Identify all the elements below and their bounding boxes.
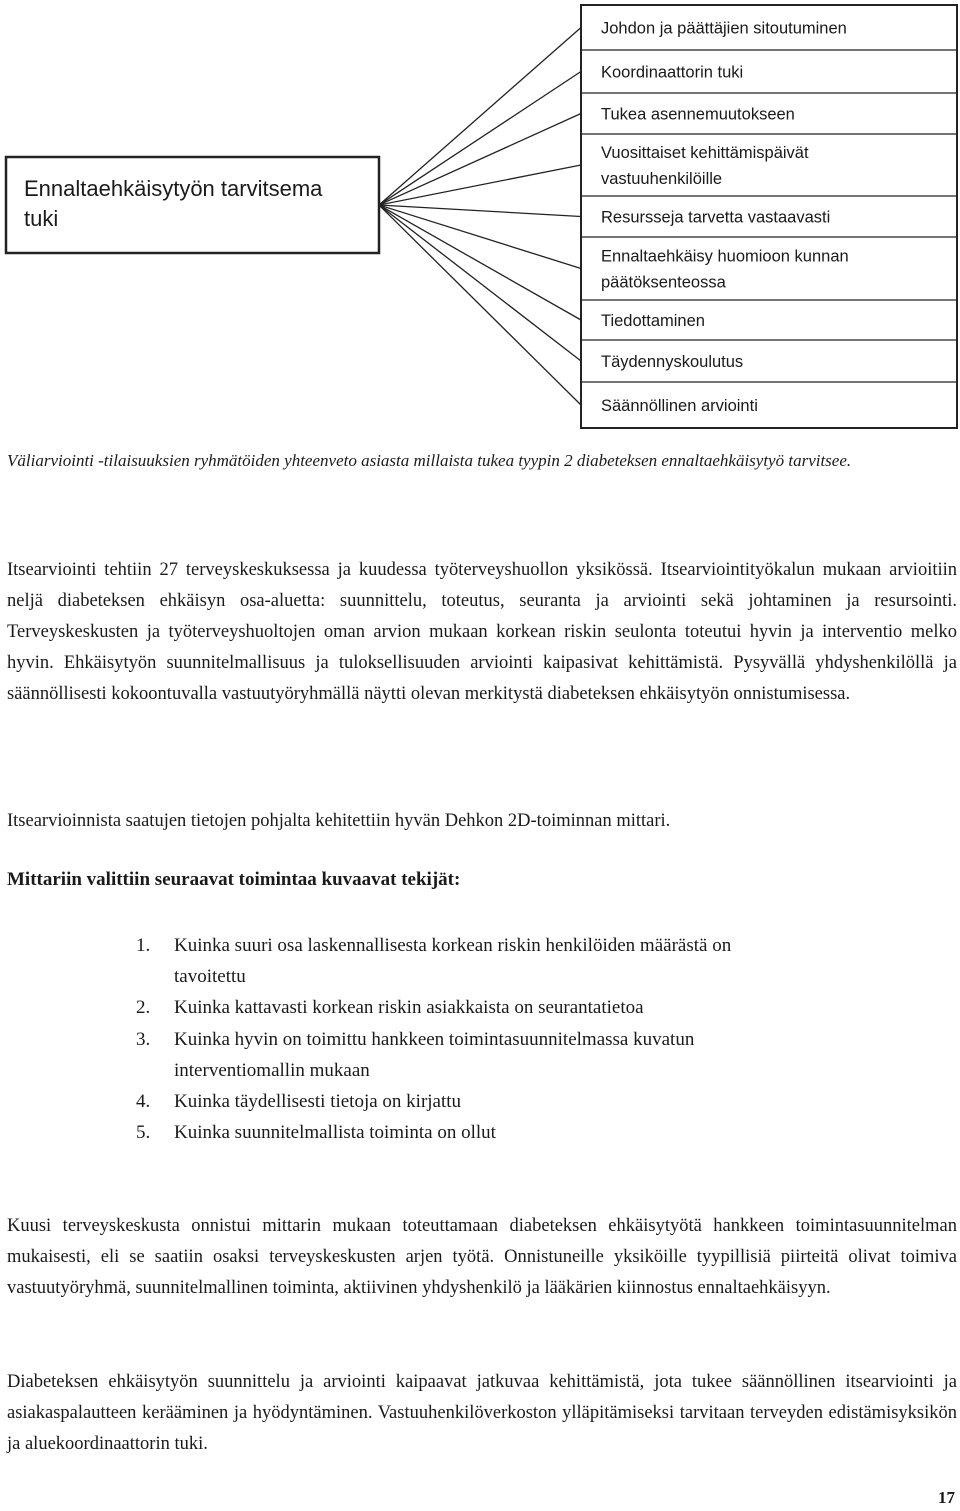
connector-line	[379, 28, 581, 206]
connector-line	[379, 114, 581, 206]
list-item-number: 4.	[136, 1091, 151, 1113]
diagram-item-line: Resursseja tarvetta vastaavasti	[601, 208, 831, 227]
page-number: 17	[938, 1488, 955, 1507]
diagram-item-line: Täydennyskoulutus	[601, 353, 744, 371]
diagram-item-line: Tiedottaminen	[601, 312, 705, 330]
diagram-item-line: Tukea asennemuutokseen	[601, 105, 795, 124]
list-item-text: Kuinka suunnitelmallista toiminta on ollut	[174, 1122, 496, 1144]
paragraph-1: Itsearviointi tehtiin 27 terveyskeskuksessa ja kuudessa työterveyshuollon yksikössä. Itsearviointityökalun mukaan arvioitiin neljä diabeteksen ehkäisyn osa-aluetta: suunnittelu, toteutus, seuranta ja arviointi sekä johtaminen ja resursointi. Terveyskeskusten ja työterveyshuoltojen oman arvion mukaan korkean riskin seulonta toteutui hyvin ja interventio melko hyvin. Ehkäisytyön suunnitelmallisuus ja tuloksellisuuden arviointi kaipasivat kehittämistä. Pysyvällä yhdyshenkilöllä ja säännöllisesti kokoontuvalla vastuutyöryhmällä näytti olevan merkitystä diabeteksen ehkäisytyön onnistumisessa.	[7, 560, 957, 704]
diagram-item-label	[601, 106, 795, 124]
diagram-item-line: Koordinaattorin tuki	[601, 63, 744, 82]
list-item	[136, 930, 796, 992]
list-item-text: Kuinka kattavasti korkean riskin asiakkaista on seurantatietoa	[174, 997, 644, 1019]
paragraph-3: Kuusi terveyskeskusta onnistui mittarin mukaan toteuttamaan diabeteksen ehkäisytyötä hankkeen toimintasuunnitelman mukaisesti, eli se saatiin osaksi terveyskeskusten arjen työtä. Onnistuneille yksiköille tyypillisiä piirteitä olivat toimiva vastuutyöryhmä, suunnitelmallinen toiminta, aktiivinen yhdyshenkilö ja lääkärien kiinnostus ennaltaehkäisyyn.	[7, 1216, 957, 1298]
diagram-item-line: Ennaltaehkäisy huomioon kunnan	[601, 247, 849, 266]
paragraph-4: Diabeteksen ehkäisytyön suunnittelu ja arviointi kaipaavat jatkuvaa kehittämistä, jota tukee säännöllinen itsearviointi ja asiakaspalautteen kerääminen ja hyödyntäminen. Vastuuhenkilöverkoston ylläpitämiseksi tarvitaan terveyden edistämisyksikön ja aluekoordinaattorin tuki.	[7, 1372, 957, 1454]
section-heading: Mittariin valittiin seuraavat toimintaa kuvaavat tekijät:	[7, 869, 461, 890]
support-diagram	[0, 0, 960, 436]
root-label-line-1: Ennaltaehkäisytyön tarvitsema	[24, 176, 323, 201]
diagram-item-line: vastuuhenkilöille	[601, 170, 723, 188]
diagram-item-label	[601, 64, 743, 82]
connector-line	[379, 205, 581, 361]
list-item-number: 3.	[136, 1028, 151, 1050]
diagram-item-label	[601, 353, 743, 371]
connector-line	[379, 205, 581, 405]
diagram-item-line: Vuosittaiset kehittämispäivät	[601, 144, 809, 162]
list-item	[136, 1024, 796, 1086]
root-box	[6, 157, 379, 253]
list-item-text: Kuinka täydellisesti tietoja on kirjattu	[174, 1091, 462, 1113]
diagram-item-line: päätöksenteossa	[601, 273, 726, 292]
diagram-item-label	[601, 312, 705, 330]
list-item	[136, 992, 796, 1023]
list-item-number: 2.	[136, 997, 151, 1019]
paragraph-2: Itsearvioinnista saatujen tietojen pohjalta kehitettiin hyvän Dehkon 2D-toiminnan mittari.	[7, 811, 671, 831]
list-item-text: Kuinka hyvin on toimittu hankkeen toimintasuunnitelmassa kuvatun interventiomallin mukaan	[174, 1028, 695, 1081]
diagram-item-line: Johdon ja päättäjien sitoutuminen	[601, 19, 847, 38]
diagram-item-label	[601, 209, 830, 227]
list-item-number: 5.	[136, 1122, 151, 1144]
figure-caption: Väliarviointi -tilaisuuksien ryhmätöiden yhteenveto asiasta millaista tukea tyypin 2 diabeteksen ennaltaehkäisytyö tarvitsee.	[7, 451, 852, 470]
connector-line	[379, 205, 581, 320]
root-label-line-2: tuki	[24, 206, 59, 231]
list-item-number: 1.	[136, 935, 151, 956]
diagram-item-label	[601, 20, 847, 38]
diagram-item-line: Säännöllinen arviointi	[601, 397, 758, 415]
list-item-text: Kuinka suuri osa laskennallisesta korkean riskin henkilöiden määrästä on tavoitettu	[174, 935, 732, 988]
diagram-item-label	[601, 397, 758, 415]
list-item	[136, 1117, 796, 1148]
criteria-list	[136, 930, 796, 1148]
list-item	[136, 1086, 796, 1117]
